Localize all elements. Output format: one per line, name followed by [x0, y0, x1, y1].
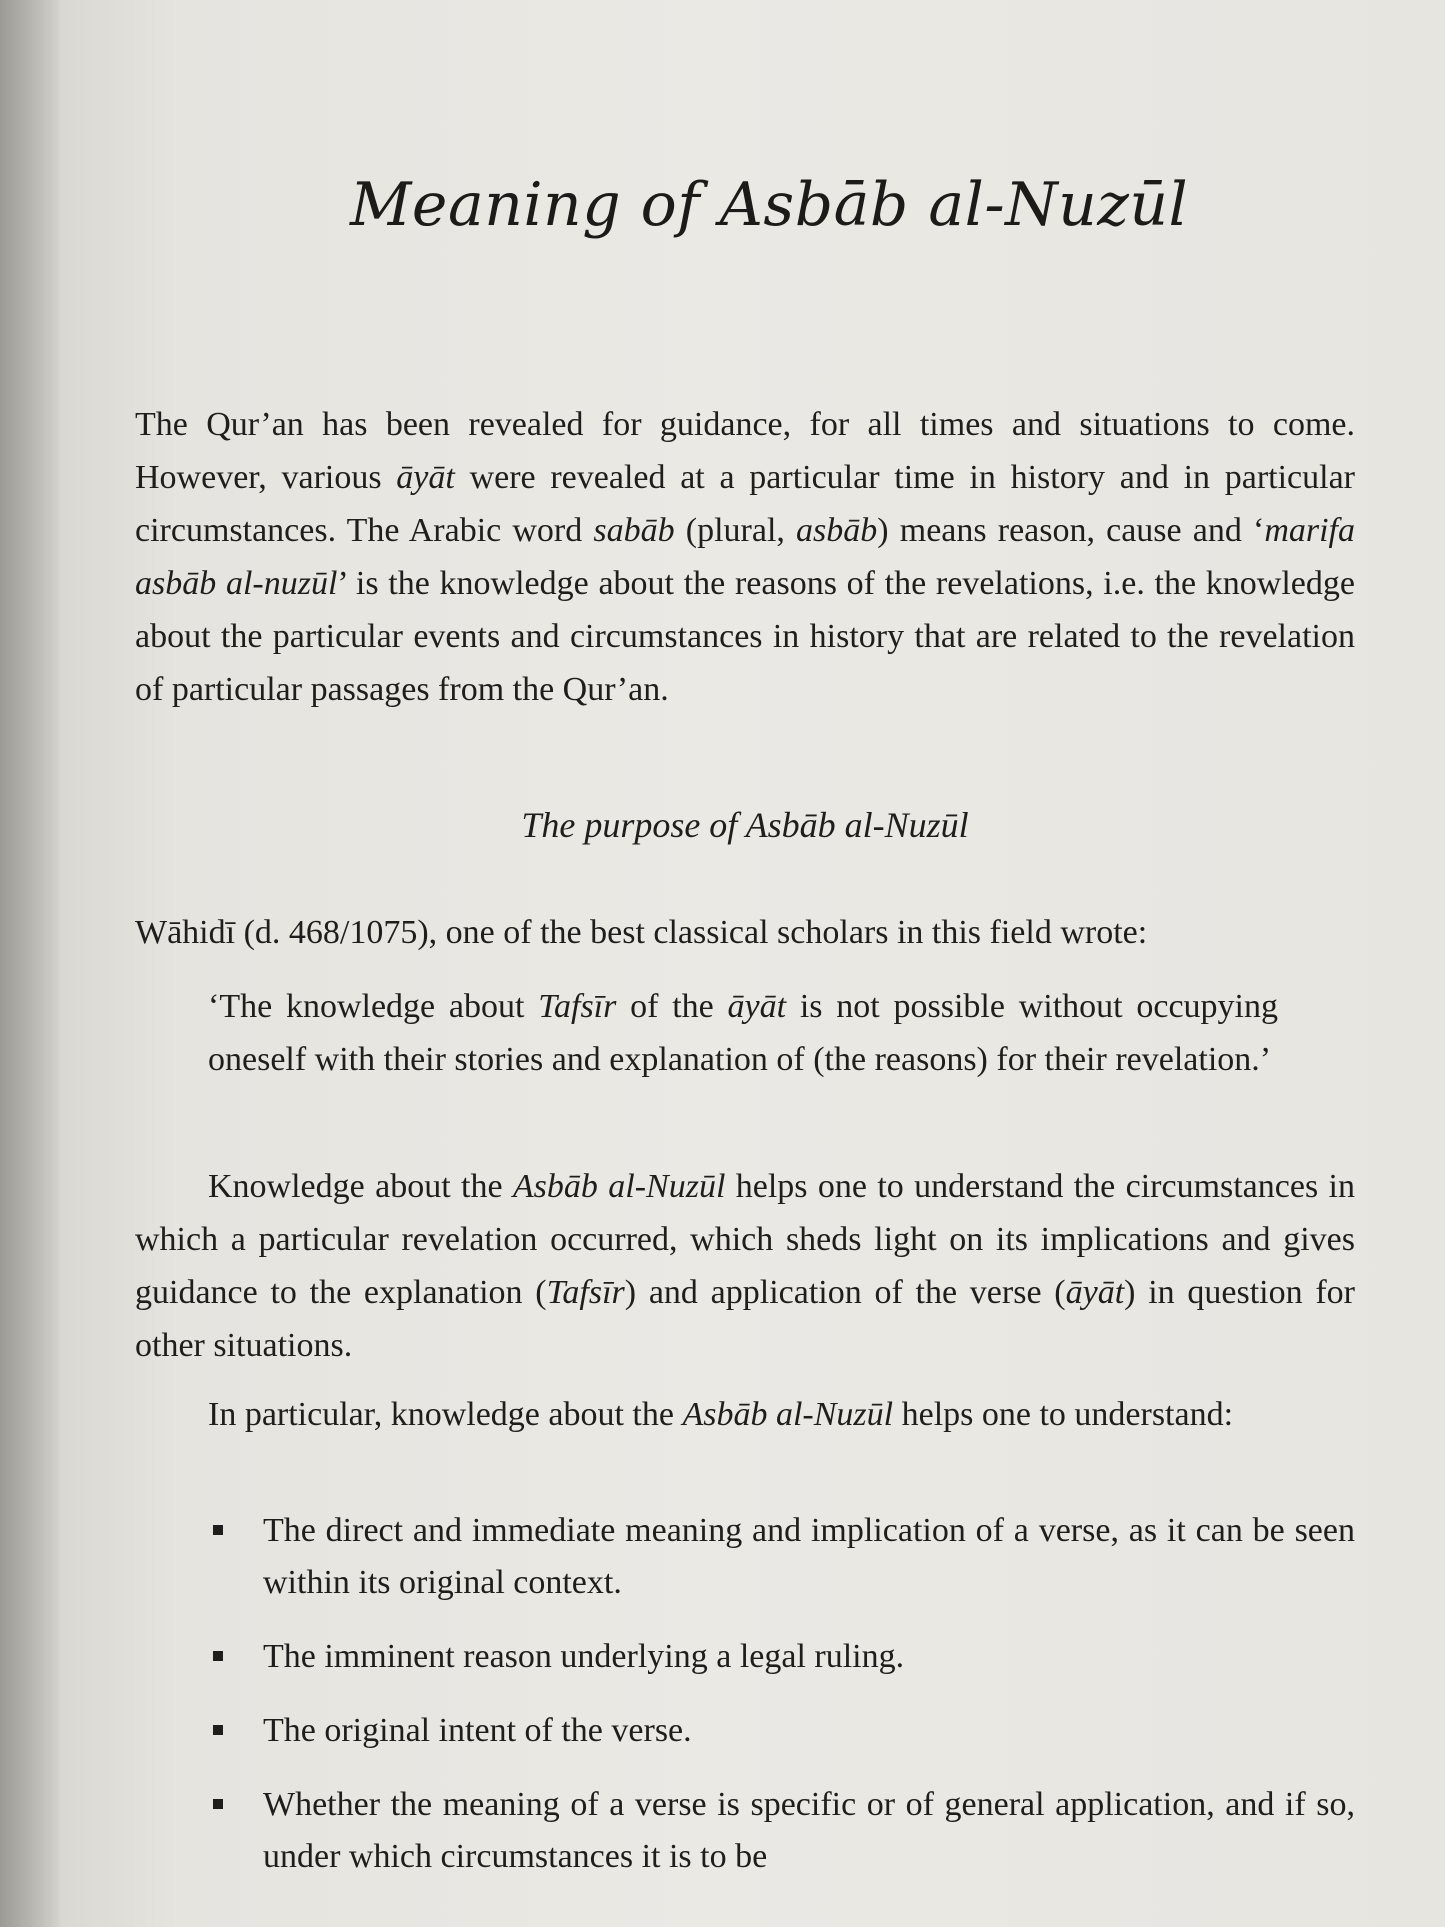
text-run: helps one to understand the circumstances in which a particular revelation occurred, which sheds light on its implications and gives guidance to the explanation (	[135, 1168, 1356, 1311]
list-item	[135, 1505, 1355, 1609]
block-quote	[208, 980, 1278, 1086]
text-run: of the	[616, 988, 728, 1025]
italic-term: āyāt	[1065, 1274, 1125, 1311]
wahidi-paragraph: Wāhidī (d. 468/1075), one of the best classical scholars in this field wrote:	[135, 914, 1148, 951]
square-bullet-icon	[213, 1799, 223, 1809]
intro-paragraph	[135, 398, 1355, 716]
text-run: ) means reason, cause and ‘	[877, 512, 1265, 549]
list-item-text: The original intent of the verse.	[263, 1712, 692, 1749]
text-run: (plural,	[674, 512, 797, 549]
text-run: were revealed at a particular time in history and in particular circumstances. The Arabic word	[135, 459, 1355, 549]
italic-term: āyāt	[727, 988, 787, 1025]
text-run: ‘The knowledge about	[208, 988, 539, 1025]
text-run: ) and application of the verse (	[624, 1274, 1066, 1311]
text-run: The Qur’an has been revealed for guidance, for all times and situations to come. However, various	[135, 406, 1355, 496]
chapter-heading: Meaning of Asbāb al-Nuzūl	[350, 170, 1189, 240]
page-gutter-shadow	[0, 0, 60, 1927]
italic-term: Tafsīr	[538, 988, 617, 1025]
list-item-text: Whether the meaning of a verse is specific or of general application, and if so, under which circumstances it is to be	[263, 1786, 1355, 1875]
italic-term: asbāb	[796, 512, 878, 549]
particular-paragraph	[135, 1388, 1355, 1441]
text-run: helps one to understand:	[893, 1396, 1234, 1433]
text-run: ) in question for other situations.	[135, 1274, 1356, 1364]
bullet-list	[135, 1505, 1355, 1905]
square-bullet-icon	[213, 1725, 223, 1735]
section-subheading: The purpose of Asbāb al-Nuzūl	[521, 805, 969, 845]
list-item	[135, 1705, 1355, 1757]
knowledge-paragraph	[135, 1160, 1355, 1372]
italic-term: Asbāb al-Nuzūl	[682, 1396, 894, 1433]
list-item	[135, 1779, 1355, 1883]
book-page	[60, 0, 1445, 1927]
square-bullet-icon	[213, 1651, 223, 1661]
list-item-text: The direct and immediate meaning and implication of a verse, as it can be seen within its original context.	[263, 1512, 1355, 1601]
square-bullet-icon	[213, 1525, 223, 1535]
list-item-text: The imminent reason underlying a legal ruling.	[263, 1638, 905, 1675]
text-run: In particular, knowledge about the	[208, 1396, 683, 1433]
italic-term: sabāb	[593, 512, 675, 549]
text-run: Knowledge about the	[208, 1168, 513, 1205]
text-run: is not possible without occupying oneself with their stories and explanation of (the reasons) for their revelation.’	[208, 988, 1279, 1078]
list-item	[135, 1631, 1355, 1683]
italic-term: Tafsīr	[546, 1274, 625, 1311]
text-run: ’ is the knowledge about the reasons of the revelations, i.e. the knowledge about the particular events and circumstances in history that are related to the revelation of particular passages from the Qur’an.	[135, 565, 1355, 708]
italic-term: āyāt	[396, 459, 455, 496]
italic-term: Asbāb al-Nuzūl	[512, 1168, 726, 1205]
italic-term: marifa asbāb al-nuzūl	[135, 512, 1355, 602]
